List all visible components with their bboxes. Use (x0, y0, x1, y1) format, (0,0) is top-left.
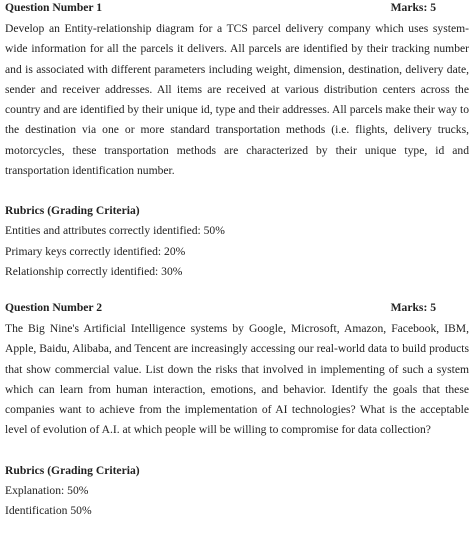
question-1-number: Question Number 1 (5, 1, 103, 14)
question-2 (5, 299, 469, 521)
question-1-rubric-item: Entities and attributes correctly identified: 50% (5, 224, 225, 238)
question-2-rubric-item: Explanation: 50% (5, 483, 89, 497)
question-2-body: The Big Nine's Artificial Intelligence systems by Google, Microsoft, Amazon, Facebook, IBM, Apple, Baidu, Alibaba, and Tencent are increasingly accessing our real-world data to build products that show commercial value. List down the risks that involved in implementing of such a system which can learn from human interaction, emotions, and behavior. Identify the goals that these companies want to achieve from the implementation of AI technologies? What is the acceptable level of evolution of A.I. at which people will be willing to compromise for data collection? (5, 321, 469, 437)
question-1-rubric-title: Rubrics (Grading Criteria) (5, 204, 140, 218)
question-1-body: Develop an Entity-relationship diagram for a TCS parcel delivery company which uses system-wide information for all the parcels it delivers. All parcels are identified by their tracking number and is associated with different parameters including weight, dimension, destination, delivery date, sender and receiver addresses. All items are received at various distribution centers across the country and are identified by their unique id, type and their addresses. All parcels make their way to the destination via one or more standard transportation methods (i.e. flights, delivery trucks, motorcycles, these transportation methods are characterized by their unique type, id and transportation identification number. (5, 22, 469, 178)
question-2-number: Question Number 2 (5, 300, 103, 314)
question-1-rubric-item: Relationship correctly identified: 30% (5, 264, 183, 278)
question-1-marks: Marks: 5 (390, 1, 436, 14)
question-2-marks: Marks: 5 (390, 300, 436, 314)
question-1-header (5, 0, 469, 16)
question-2-rubric-item: Identification 50% (5, 503, 92, 517)
question-1 (5, 0, 469, 282)
question-2-header (5, 299, 469, 316)
question-1-rubric-item: Primary keys correctly identified: 20% (5, 244, 186, 258)
question-2-rubric-title: Rubrics (Grading Criteria) (5, 463, 140, 477)
